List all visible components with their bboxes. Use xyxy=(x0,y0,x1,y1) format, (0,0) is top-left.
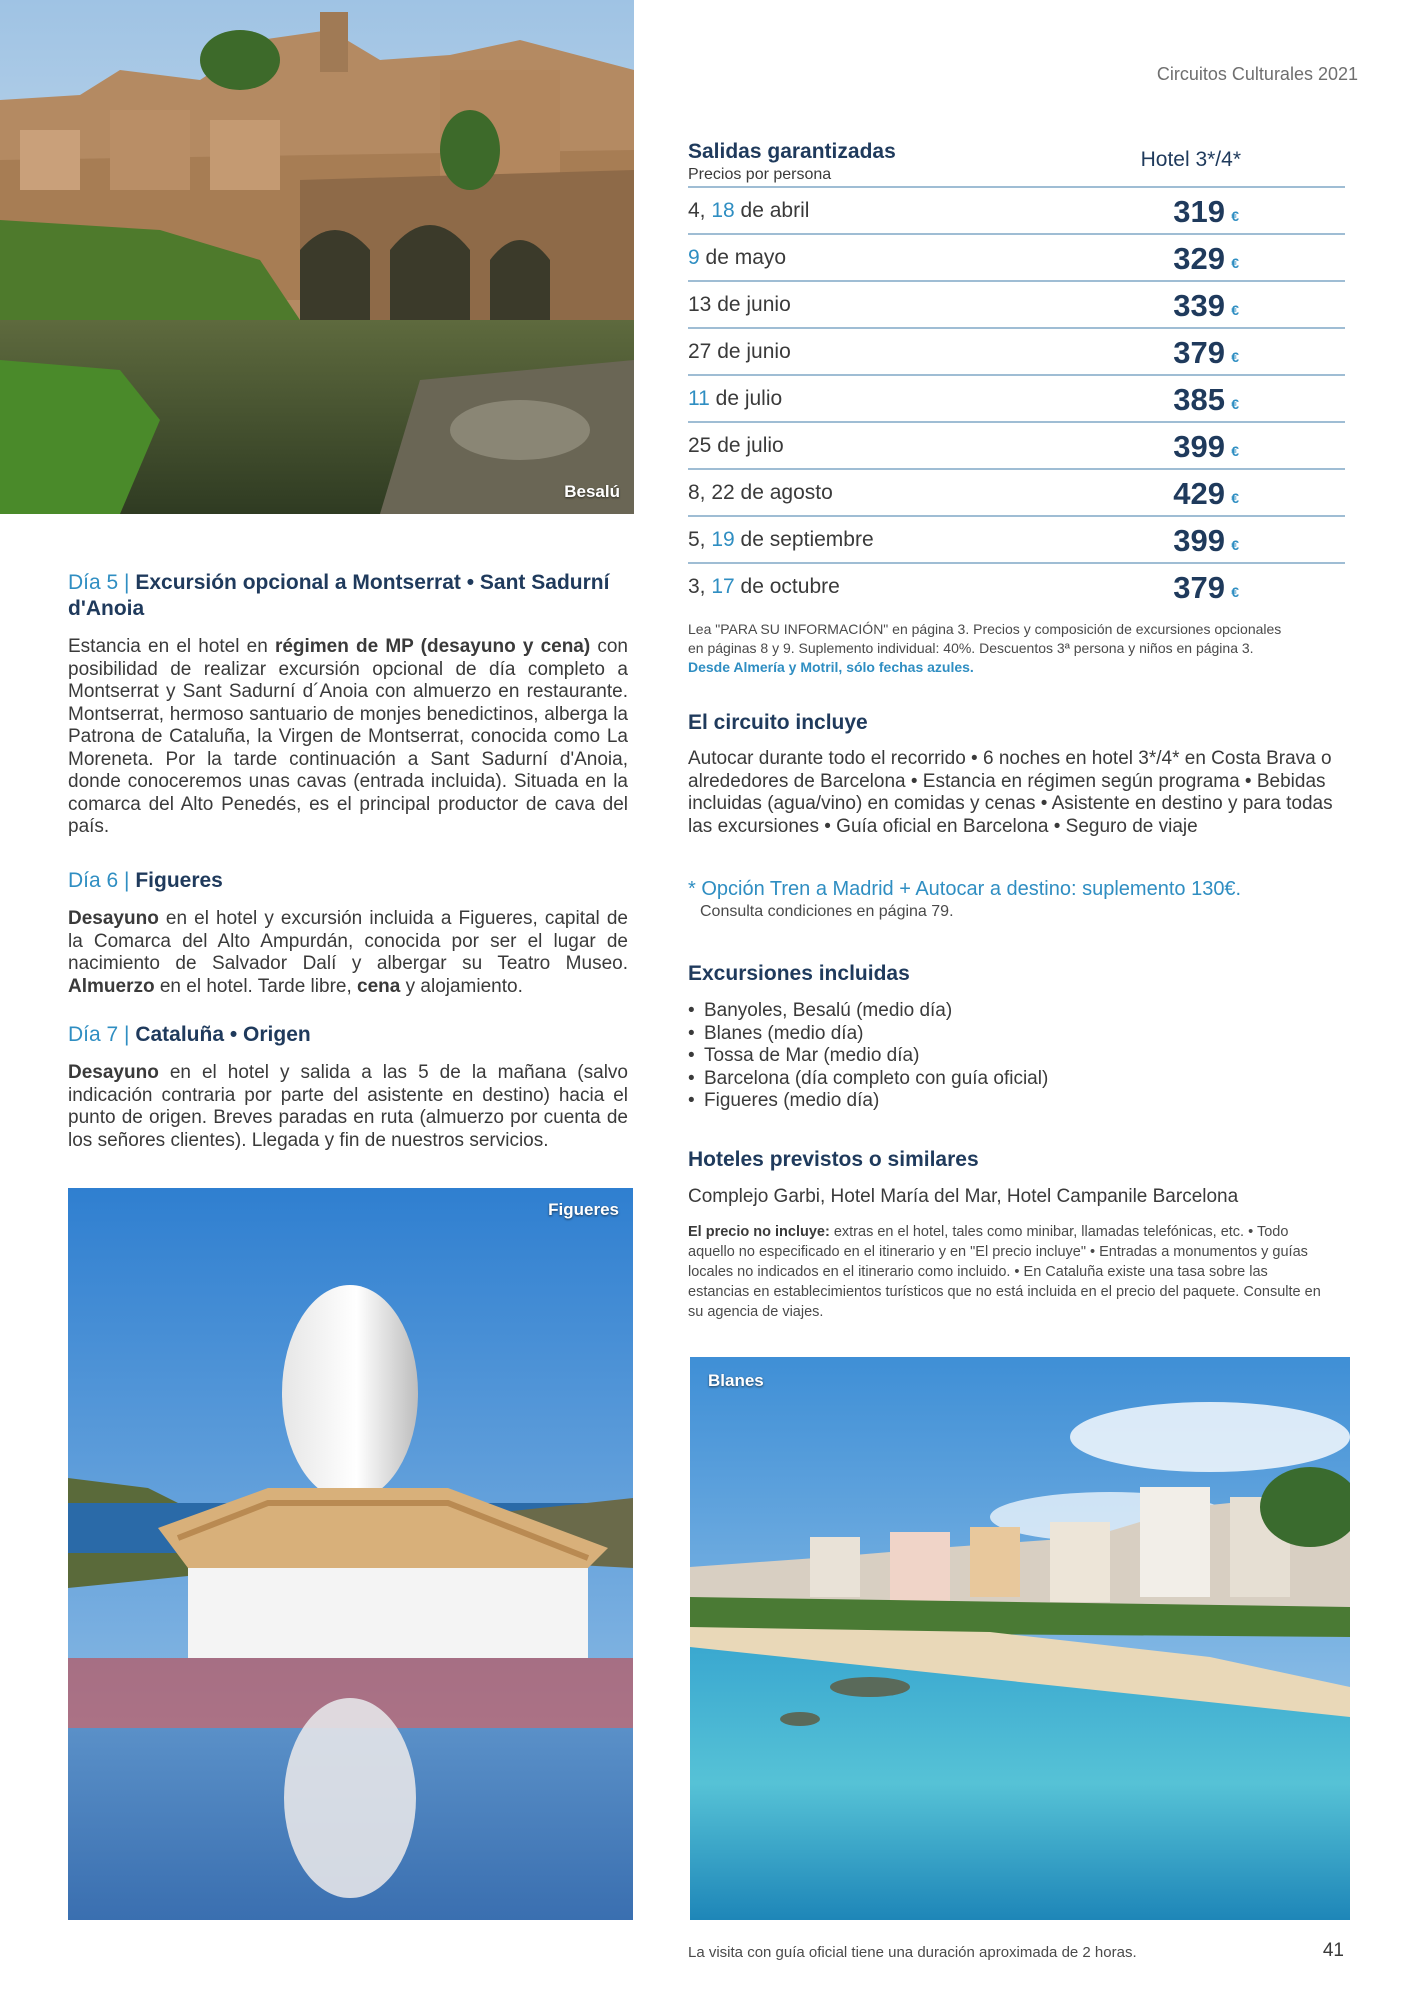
currency-symbol: € xyxy=(1231,255,1239,271)
table-row xyxy=(688,376,1345,423)
currency-symbol: € xyxy=(1231,396,1239,412)
list-item: • Barcelona (día completo con guía oficial) xyxy=(688,1068,1346,1091)
price-note: Lea "PARA SU INFORMACIÓN" en página 3. Precios y composición de excursiones opcionales en páginas 8 y 9. Suplemento individual: 40%. Descuentos 3ª persona y niños en página 3. Desde Almería y Motril, sólo fechas azules. xyxy=(688,621,1282,675)
row-price: 399 xyxy=(1173,523,1225,558)
currency-symbol: € xyxy=(1231,443,1239,459)
day-5-title: Día 5 | Excursión opcional a Montserrat • Sant Sadurní d'Anoia xyxy=(68,571,610,620)
circuit-text: Autocar durante todo el recorrido • 6 noches en hotel 3*/4* en Costa Brava o alrededores de Barcelona • Estancia en régimen según programa • Bebidas incluidas (agua/vino) en comidas y cenas • Asistente en destino y para todas las excursiones • Guía oficial en Barcelona • Seguro de viaje xyxy=(688,748,1333,837)
table-row xyxy=(688,235,1345,282)
price-table-column: Hotel 3*/4* xyxy=(1140,148,1241,171)
photo-caption-figueres: Figueres xyxy=(548,1200,619,1219)
row-date: 25 de julio xyxy=(688,434,784,457)
day-7-title: Día 7 | Cataluña • Origen xyxy=(68,1023,311,1046)
table-row xyxy=(688,329,1345,376)
row-date: 27 de junio xyxy=(688,340,791,363)
photo-blanes xyxy=(690,1357,1350,1920)
row-date: 8, 22 de agosto xyxy=(688,481,833,504)
row-price: 339 xyxy=(1173,288,1225,323)
currency-symbol: € xyxy=(1231,537,1239,553)
currency-symbol: € xyxy=(1231,302,1239,318)
photo-figueres xyxy=(68,1188,633,1920)
row-date: 13 de junio xyxy=(688,293,791,316)
photo-caption-blanes: Blanes xyxy=(708,1371,764,1390)
row-price: 379 xyxy=(1173,335,1225,370)
row-price: 399 xyxy=(1173,429,1225,464)
row-price: 379 xyxy=(1173,570,1225,605)
list-item: • Figueres (medio día) xyxy=(688,1090,1346,1113)
price-note-highlight: Desde Almería y Motril, sólo fechas azules. xyxy=(688,659,974,675)
circuit-title: El circuito incluye xyxy=(688,711,868,734)
row-price: 429 xyxy=(1173,476,1225,511)
list-item: • Tossa de Mar (medio día) xyxy=(688,1045,1346,1068)
row-date: 3, 17 de octubre xyxy=(688,575,840,598)
day-6-text: Desayuno en el hotel y excursión incluida a Figueres, capital de la Comarca del Alto Ampurdán, conocida por ser el lugar de nacimiento de Salvador Dalí y albergar su Teatro Museo. Almuerzo en el hotel. Tarde libre, cena y alojamiento. xyxy=(68,908,628,997)
table-row xyxy=(688,564,1345,609)
day-7-text: Desayuno en el hotel y salida a las 5 de la mañana (salvo indicación contraria por parte del asistente en destino) hacia el punto de origen. Breves paradas en ruta (almuerzo por cuenta de los señores clientes). Llegada y fin de nuestros servicios. xyxy=(68,1062,628,1151)
photo-caption-besalu: Besalú xyxy=(564,482,620,501)
page-number: 41 xyxy=(1322,1940,1344,1961)
photo-besalu xyxy=(0,0,634,514)
not-included: El precio no incluye: extras en el hotel, tales como minibar, llamadas telefónicas, etc. • Todo aquello no especificado en el itinerario y en "El precio incluye" • Entradas a monumentos y guías locales no indicados en el itinerario como incluido. • En Cataluña existe una tasa sobre las estancias en establecimientos turísticos que no está incluida en el precio del paquete. Consulte en su agencia de viajes. xyxy=(688,1224,1321,1320)
currency-symbol: € xyxy=(1231,349,1239,365)
currency-symbol: € xyxy=(1231,490,1239,506)
row-date: 9 de mayo xyxy=(688,246,787,269)
option-text: * Opción Tren a Madrid + Autocar a destino: suplemento 130€. xyxy=(688,878,1242,900)
header-label: Circuitos Culturales 2021 xyxy=(1156,64,1358,84)
row-date: 5, 19 de septiembre xyxy=(688,528,874,551)
table-row xyxy=(688,423,1345,470)
price-table-header xyxy=(688,140,1345,188)
table-row xyxy=(688,188,1345,235)
day-5-text: Estancia en el hotel en régimen de MP (desayuno y cena) con posibilidad de realizar excursión opcional de día completo a Montserrat y Sant Sadurní d´Anoia con almuerzo en restaurante. Montserrat, hermoso santuario de monjes benedictinos, alberga la Patrona de Cataluña, la Virgen de Montserrat, conocida como La Moreneta. Por la tarde continuación a Sant Sadurní d'Anoia, donde conoceremos unas cavas (entrada incluida). Situada en la comarca del Alto Penedés, es el principal productor de cava del país. xyxy=(68,636,628,837)
day-6-title: Día 6 | Figueres xyxy=(68,869,223,892)
table-row xyxy=(688,517,1345,564)
row-price: 319 xyxy=(1173,194,1225,229)
table-row xyxy=(688,282,1345,329)
not-included-label: El precio no incluye: xyxy=(688,1224,830,1240)
list-item: • Banyoles, Besalú (medio día) xyxy=(688,1000,1346,1023)
excursions-list xyxy=(688,1000,1346,1113)
currency-symbol: € xyxy=(1231,584,1239,600)
row-price: 385 xyxy=(1173,382,1225,417)
hotels-text: Complejo Garbi, Hotel María del Mar, Hotel Campanile Barcelona xyxy=(688,1186,1239,1207)
table-row xyxy=(688,470,1345,517)
row-date: 4, 18 de abril xyxy=(688,199,810,222)
option-sub: Consulta condiciones en página 79. xyxy=(700,903,954,920)
footer-note: La visita con guía oficial tiene una duración aproximada de 2 horas. xyxy=(688,1944,1137,1961)
row-price: 329 xyxy=(1173,241,1225,276)
row-date: 11 de julio xyxy=(688,387,783,410)
currency-symbol: € xyxy=(1231,208,1239,224)
price-table xyxy=(688,140,1345,609)
list-item: • Blanes (medio día) xyxy=(688,1023,1346,1046)
price-table-title: Salidas garantizadas xyxy=(688,140,896,163)
excursions-title: Excursiones incluidas xyxy=(688,962,910,985)
hotels-title: Hoteles previstos o similares xyxy=(688,1148,979,1171)
price-table-subtitle: Precios por persona xyxy=(688,166,832,183)
